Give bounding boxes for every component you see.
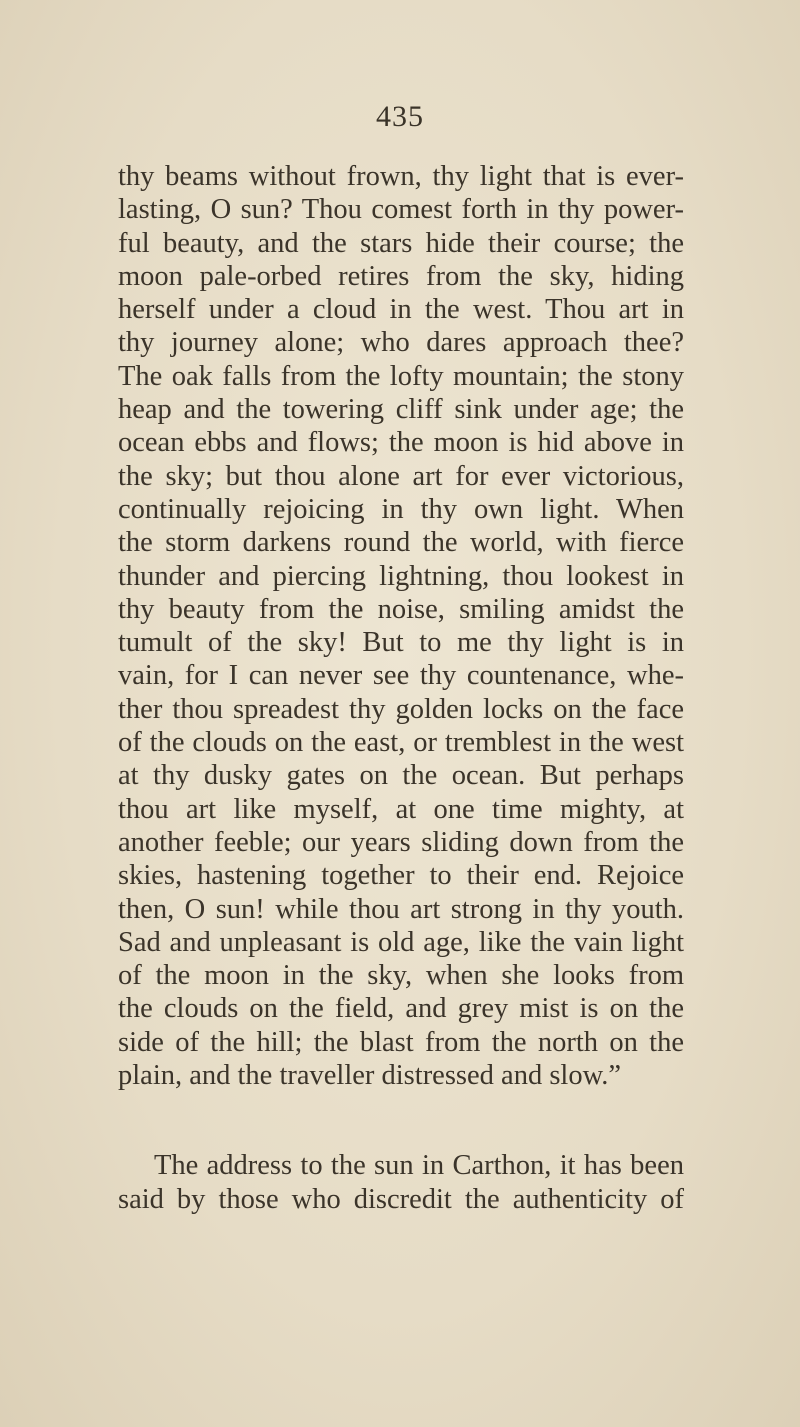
text-line: ful beauty, and the stars hide their course; the [118,227,684,259]
paragraph [118,1149,684,1216]
text-line: of the clouds on the east, or tremblest in the west [118,727,684,759]
text-line: heap and the towering cliff sink under age; the [118,394,684,426]
text-line: lasting, O sun? Thou comest forth in thy power- [118,194,684,226]
text-line: said by those who discredit the authenticity of [118,1183,684,1215]
text-line: the clouds on the field, and grey mist is on the [118,993,684,1025]
text-line: side of the hill; the blast from the north on the [118,1026,684,1058]
text-line: ther thou spreadest thy golden locks on the face [118,693,684,725]
page-number: 435 [376,100,424,133]
text-line: of the moon in the sky, when she looks from [118,960,684,992]
text-line: tumult of the sky! But to me thy light is in [118,627,684,659]
text-line: thy journey alone; who dares approach thee? [118,327,684,359]
text-line: thy beams without frown, thy light that is ever- [118,161,684,192]
text-line: The oak falls from the lofty mountain; the stony [118,360,684,392]
text-line: the storm darkens round the world, with fierce [118,527,684,559]
text-line: herself under a cloud in the west. Thou art in [118,294,684,326]
text-line: The address to the sun in Carthon, it has been [154,1150,684,1182]
text-line: then, O sun! while thou art strong in thy youth. [118,893,684,925]
text-line: skies, hastening together to their end. Rejoice [118,860,684,892]
text-line: vain, for I can never see thy countenance, whe- [118,660,684,692]
text-line: another feeble; our years sliding down from the [118,826,684,858]
text-line: Sad and unpleasant is old age, like the vain light [118,926,684,958]
paragraph [118,160,684,1092]
text-line: at thy dusky gates on the ocean. But perhaps [118,760,684,792]
text-line: thy beauty from the noise, smiling amidst the [118,593,684,625]
text-line: continually rejoicing in thy own light. When [118,493,684,525]
text-line: thou art like myself, at one time mighty, at [118,793,684,825]
text-line: moon pale-orbed retires from the sky, hiding [118,260,684,292]
text-line: thunder and piercing lightning, thou lookest in [118,560,684,592]
body-text [118,160,684,1216]
text-line: plain, and the traveller distressed and slow.” [118,1060,622,1092]
text-line: ocean ebbs and flows; the moon is hid above in [118,427,684,459]
text-line: the sky; but thou alone art for ever victorious, [118,460,684,492]
